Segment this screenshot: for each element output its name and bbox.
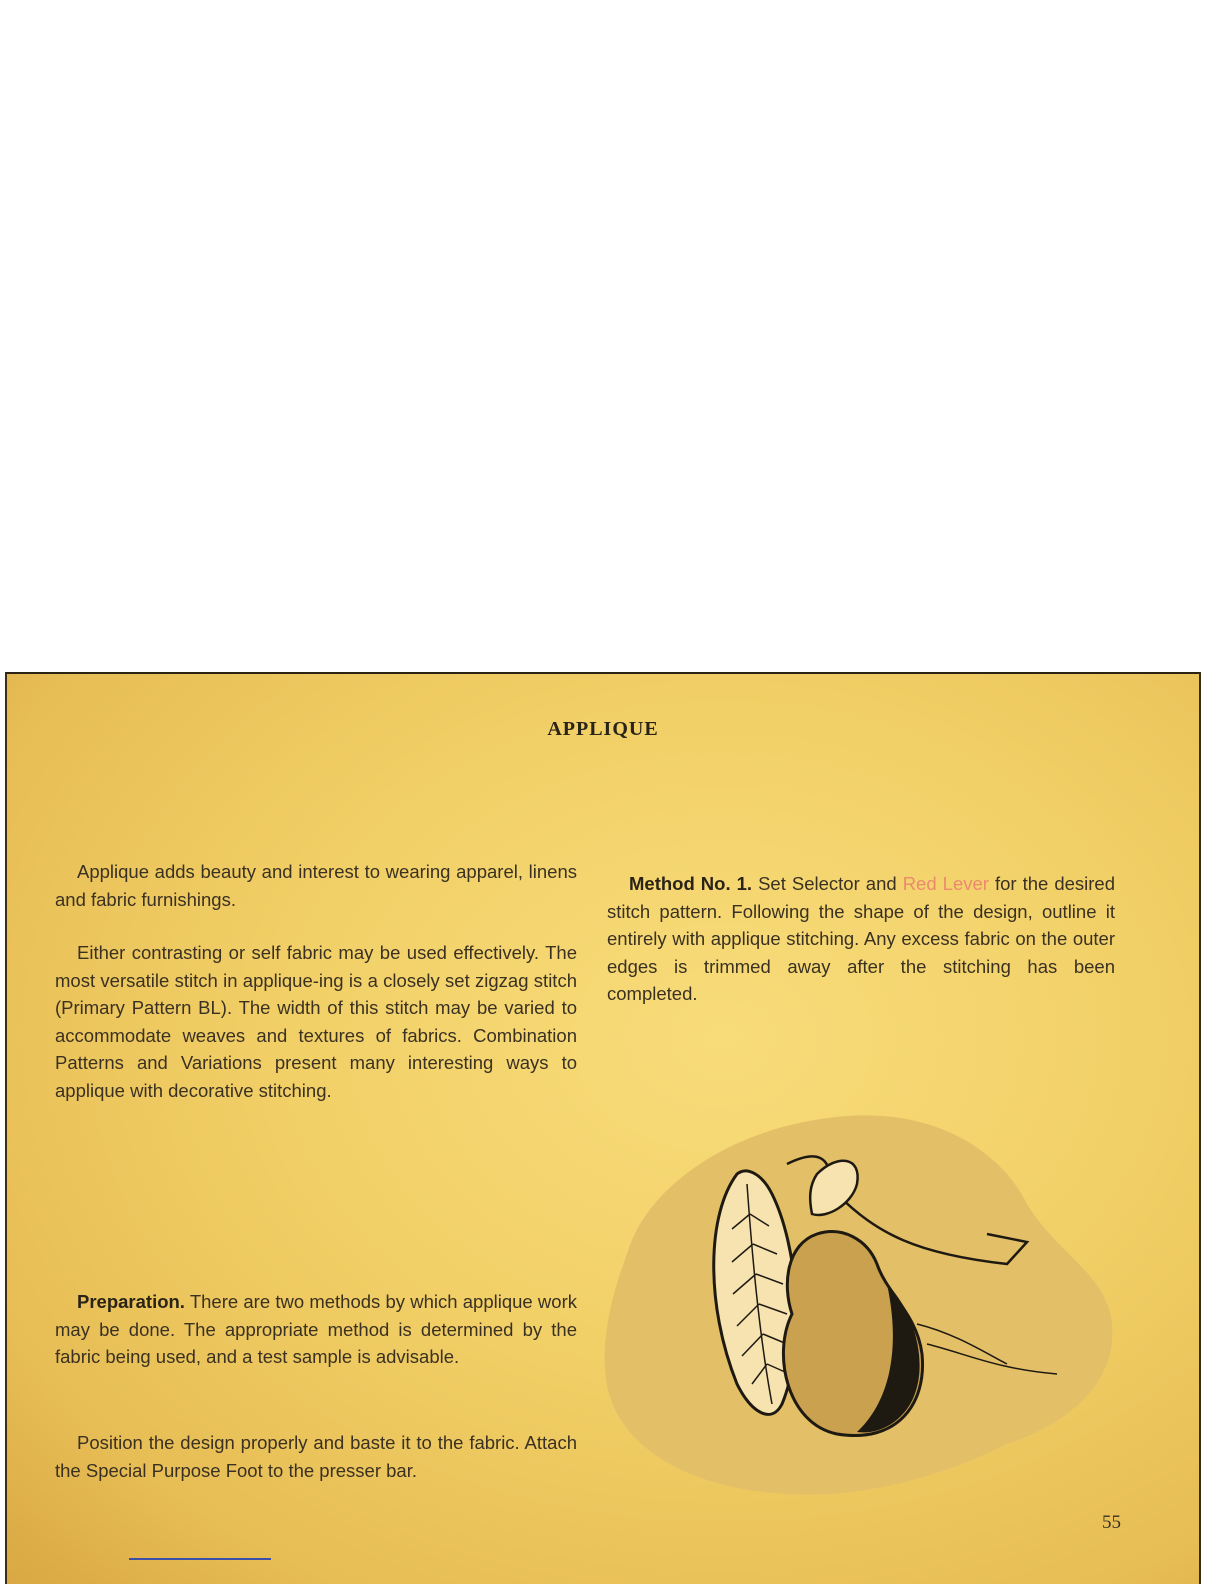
intro-paragraph: Applique adds beauty and interest to wearing apparel, linens and fabric furnishings. [55, 861, 577, 910]
page-number: 55 [1102, 1512, 1121, 1533]
manual-page [5, 672, 1201, 1584]
method-one-text-a: Set Selector and [752, 873, 903, 894]
method-one-heading: Method No. 1. [629, 873, 753, 894]
preparation-paragraph [55, 1288, 577, 1371]
preparation-heading: Preparation. [77, 1291, 185, 1312]
red-lever-text: Red Lever [902, 873, 989, 894]
preparation-text: There are two methods by which applique work may be done. The appropriate method is determined by the fabric being used, and a test sample is advisable. [55, 1291, 577, 1367]
method-one-text-b: for the desired stitch pattern. Following the shape of the design, outline it entirely with applique stitching. Any excess fabric on the outer edges is trimmed away after the stitching has been completed. [607, 873, 1116, 1004]
footnote-rule [129, 1558, 271, 1560]
fabric-paragraph: Either contrasting or self fabric may be used effectively. The most versatile stitch in applique-ing is a closely set zigzag stitch (Primary Pattern BL). The width of this stitch may be varied to accommodate weaves and textures of fabrics. Combination Patterns and Variations present many interesting ways to applique with decorative stitching. [55, 942, 577, 1101]
page-title: APPLIQUE [547, 718, 659, 740]
method-one-paragraph [607, 870, 1115, 1008]
applique-illustration [587, 1104, 1127, 1504]
position-paragraph: Position the design properly and baste it to the fabric. Attach the Special Purpose Foot to the presser bar. [55, 1432, 577, 1481]
